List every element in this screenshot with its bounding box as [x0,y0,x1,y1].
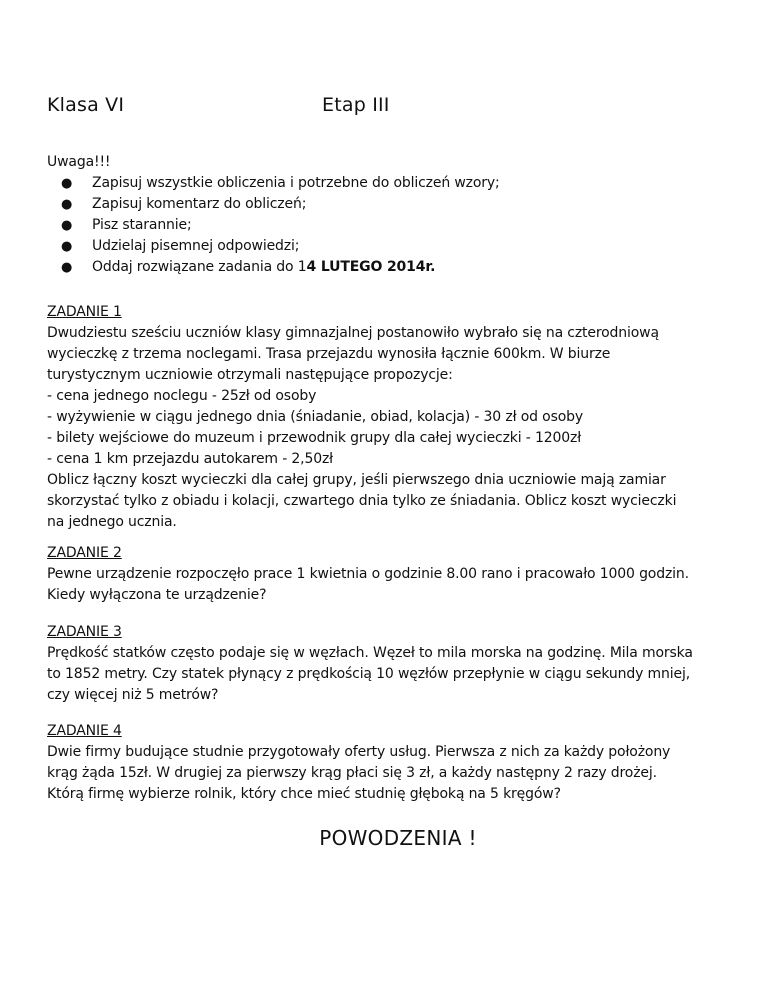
instruction-item [47,257,727,278]
task-line: - wyżywienie w ciągu jednego dnia (śniadanie, obiad, kolacja) - 30 zł od osoby [47,409,583,425]
task-title: ZADANIE 2 [47,545,122,561]
task-title: ZADANIE 4 [47,723,122,739]
instruction-item [47,215,727,236]
task-line: turystycznym uczniowie otrzymali następujące propozycje: [47,367,453,383]
task-line: wycieczkę z trzema noclegami. Trasa przejazdu wynosiła łącznie 600km. W biurze [47,346,611,362]
instruction-item [47,173,727,194]
task-4 [47,721,737,805]
task-line: czy więcej niż 5 metrów? [47,687,219,703]
instructions-title: Uwaga!!! [47,154,111,170]
task-line: na jednego ucznia. [47,514,177,530]
instruction-text: Zapisuj wszystkie obliczenia i potrzebne do obliczeń wzory; [92,175,500,191]
instruction-text: Zapisuj komentarz do obliczeń; [92,196,307,212]
task-title: ZADANIE 1 [47,304,122,320]
task-line: krąg żąda 15zł. W drugiej za pierwszy krąg płaci się 3 zł, a każdy następny 2 razy drożej. [47,765,657,781]
task-line: Którą firmę wybierze rolnik, który chce mieć studnię głęboką na 5 kręgów? [47,786,561,802]
good-luck-text: POWODZENIA ! [319,826,477,850]
task-line: - bilety wejściowe do muzeum i przewodnik grupy dla całej wycieczki - 1200zł [47,430,582,446]
task-line: - cena jednego noclegu - 25zł od osoby [47,388,317,404]
bullet-icon: ● [61,260,73,275]
instruction-item [47,194,727,215]
bullet-icon: ● [61,197,73,212]
task-1 [47,302,737,533]
task-line: Kiedy wyłączona te urządzenie? [47,587,267,603]
task-line: to 1852 metry. Czy statek płynący z prędkością 10 węzłów przepłynie w ciągu sekundy mniej, [47,666,690,682]
task-line: Pewne urządzenie rozpoczęło prace 1 kwietnia o godzinie 8.00 rano i pracowało 1000 godzin. [47,566,689,582]
task-3 [47,622,737,706]
task-line: Prędkość statków często podaje się w węzłach. Węzeł to mila morska na godzinę. Mila morska [47,645,693,661]
instruction-text: Pisz starannie; [92,217,192,233]
bullet-icon: ● [61,176,73,191]
stage-label: Etap III [322,94,390,116]
task-line: Dwie firmy budujące studnie przygotowały oferty usług. Pierwsza z nich za każdy położony [47,744,671,760]
task-line: Dwudziestu sześciu uczniów klasy gimnazjalnej postanowiło wybrało się na czterodniową [47,325,659,341]
instruction-item [47,236,727,257]
instructions-list [47,173,727,278]
instruction-text: Udzielaj pisemnej odpowiedzi; [92,238,300,254]
instructions [47,152,727,278]
task-line: skorzystać tylko z obiadu i kolacji, czwartego dnia tylko ze śniadania. Oblicz koszt wycieczki [47,493,677,509]
task-2 [47,543,737,606]
header [47,94,647,124]
class-label: Klasa VI [47,94,125,116]
task-line: Oblicz łączny koszt wycieczki dla całej grupy, jeśli pierwszego dnia uczniowie mają zamiar [47,472,666,488]
footer [0,826,768,850]
task-title: ZADANIE 3 [47,624,122,640]
task-line: - cena 1 km przejazdu autokarem - 2,50zł [47,451,333,467]
deadline-text: 4 LUTEGO 2014r. [306,259,436,275]
bullet-icon: ● [61,239,73,254]
instruction-text: Oddaj rozwiązane zadania do 1 [92,259,307,275]
bullet-icon: ● [61,218,73,233]
